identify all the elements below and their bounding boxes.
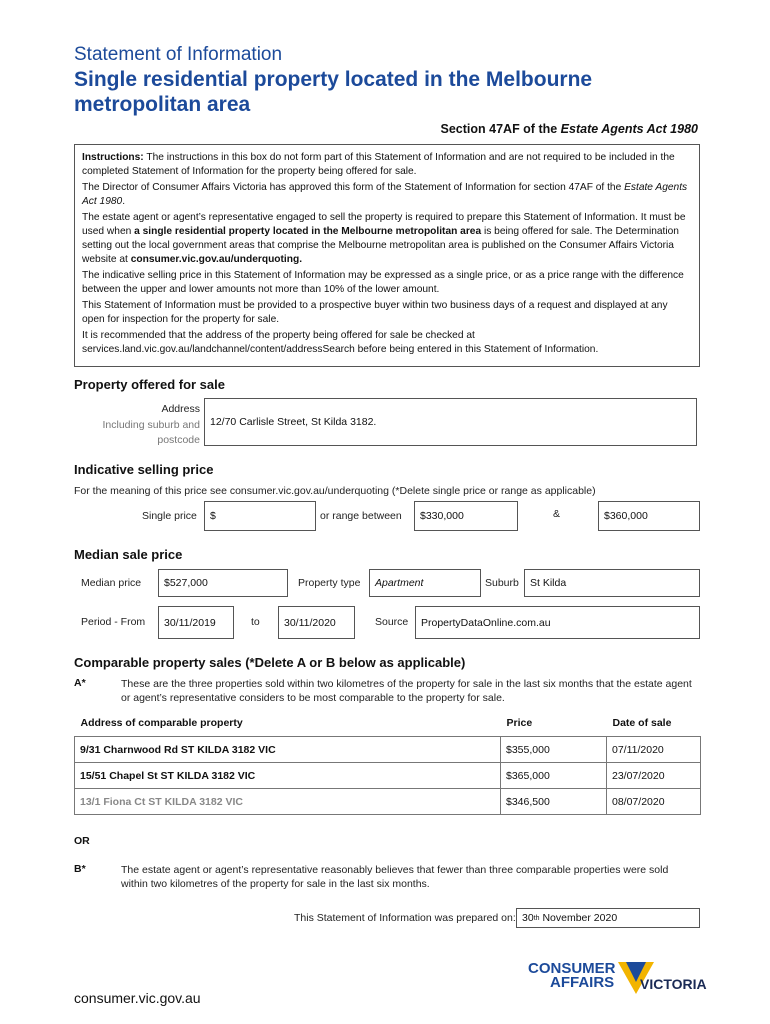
table-row xyxy=(75,737,701,763)
row-address[interactable]: 9/31 Charnwood Rd ST KILDA 3182 VIC xyxy=(75,737,501,763)
instructions-p3b: a single residential property located in the Melbourne metropolitan area xyxy=(134,226,482,237)
row-price[interactable]: $365,000 xyxy=(501,763,607,789)
address-label xyxy=(74,402,200,449)
median-price-label: Median price xyxy=(81,577,142,589)
table-row xyxy=(75,763,701,789)
footer-url[interactable]: consumer.vic.gov.au xyxy=(74,990,201,1006)
logo-word-victoria: VICTORIA xyxy=(640,976,707,992)
suburb-field[interactable]: St Kilda xyxy=(524,569,700,597)
range-ampersand: & xyxy=(553,508,561,520)
instructions-p3d: consumer.vic.gov.au/underquoting. xyxy=(130,254,303,265)
address-field[interactable]: 12/70 Carlisle Street, St Kilda 3182. xyxy=(204,398,697,446)
comparable-section-title: Comparable property sales (*Delete A or B below as applicable) xyxy=(74,655,466,670)
table-row xyxy=(75,789,701,815)
instructions-p2b: Estate Agents Act 1980 xyxy=(82,182,688,207)
col-address-header: Address of comparable property xyxy=(80,717,243,729)
range-label: or range between xyxy=(320,510,402,522)
logo-line-consumer: CONSUMER xyxy=(528,960,616,977)
source-label: Source xyxy=(375,616,409,628)
median-price-field[interactable]: $527,000 xyxy=(158,569,288,597)
period-from-field[interactable]: 30/11/2019 xyxy=(158,606,234,639)
property-type-field[interactable]: Apartment xyxy=(369,569,481,597)
section-act-name: Estate Agents Act 1980 xyxy=(560,122,698,136)
option-b-text: The estate agent or agent’s representative reasonably believes that fewer than three comparable properties were sold within two kilometres of the property for sale in the last six months. xyxy=(121,864,669,890)
period-to-label: to xyxy=(251,616,260,628)
form-subtitle: Statement of Information xyxy=(74,44,283,65)
section-reference xyxy=(441,122,698,136)
col-date-header: Date of sale xyxy=(612,717,672,729)
form-title: Single residential property located in the Melbourne metropolitan area xyxy=(74,68,593,116)
instructions-p4: The indicative selling price in this Statement of Information may be expressed as a single price, or as a price range with the difference between the upper and lower amounts not more than 10% of the lower amount. xyxy=(82,270,684,295)
option-a-label: A* xyxy=(74,677,86,689)
property-type-label: Property type xyxy=(298,577,361,589)
period-to-field[interactable]: 30/11/2020 xyxy=(278,606,355,639)
instructions-lead: Instructions: xyxy=(82,152,144,163)
row-price[interactable]: $355,000 xyxy=(501,737,607,763)
instructions-p1: The instructions in this box do not form part of this Statement of Information and are not required to be included in the completed Statement of Information for the property being offered for sale. xyxy=(82,152,675,177)
col-price-header: Price xyxy=(506,717,533,729)
comparable-table xyxy=(74,714,701,815)
prepared-day: 30 xyxy=(522,912,534,924)
comparable-table-header xyxy=(75,714,701,737)
instructions-p3c: is being offered for sale. The Determination setting out the local government areas that comprise the Melbourne metropolitan area is published on the Consumer Affairs Victoria website at xyxy=(82,226,679,265)
instructions-p3a: The estate agent or agent’s representative engaged to sell the property is required to prepare this Statement of Information. It must be used when xyxy=(82,212,686,237)
row-address[interactable]: 15/51 Chapel St ST KILDA 3182 VIC xyxy=(75,763,501,789)
instructions-box xyxy=(74,144,700,367)
or-label: OR xyxy=(74,835,90,847)
prepared-month-year: November 2020 xyxy=(539,912,618,924)
section-prefix: Section 47AF of the xyxy=(440,122,561,136)
single-price-field[interactable]: $ xyxy=(204,501,316,531)
single-price-label: Single price xyxy=(142,510,197,522)
instructions-p2c: . xyxy=(122,196,126,207)
address-label-line1: Address xyxy=(161,403,200,415)
consumer-affairs-victoria-logo xyxy=(528,960,707,1005)
instructions-p6: It is recommended that the address of the property being offered for sale be checked at services.land.vic.gov.au/landchannel/content/addressSearch before being entered in this Statement of Information. xyxy=(82,330,599,355)
logo-line-affairs: AFFAIRS xyxy=(550,974,615,991)
address-label-line3: postcode xyxy=(157,434,200,446)
median-section-title: Median sale price xyxy=(74,547,183,562)
indicative-section-title: Indicative selling price xyxy=(74,462,214,477)
row-price[interactable]: $346,500 xyxy=(501,789,607,815)
period-from-label: Period - From xyxy=(81,616,146,628)
range-high-field[interactable]: $360,000 xyxy=(598,501,700,531)
range-low-field[interactable]: $330,000 xyxy=(414,501,518,531)
property-section-title: Property offered for sale xyxy=(74,377,225,392)
prepared-on-field[interactable] xyxy=(516,908,700,928)
prepared-day-suffix: th xyxy=(533,914,540,922)
option-b-label: B* xyxy=(74,863,86,875)
indicative-note: For the meaning of this price see consumer.vic.gov.au/underquoting (*Delete single price or range as applicable) xyxy=(74,485,596,497)
row-date[interactable]: 08/07/2020 xyxy=(607,789,701,815)
source-field[interactable]: PropertyDataOnline.com.au xyxy=(415,606,700,639)
row-date[interactable]: 07/11/2020 xyxy=(607,737,701,763)
instructions-p2a: The Director of Consumer Affairs Victoria has approved this form of the Statement of Information for section 47AF of the xyxy=(82,182,625,193)
instructions-p5: This Statement of Information must be provided to a prospective buyer within two business days of a request and displayed at any open for inspection for the property for sale. xyxy=(82,300,668,325)
row-address[interactable]: 13/1 Fiona Ct ST KILDA 3182 VIC xyxy=(75,789,501,815)
row-date[interactable]: 23/07/2020 xyxy=(607,763,701,789)
prepared-on-label: This Statement of Information was prepared on: xyxy=(294,912,516,924)
option-a-text: These are the three properties sold within two kilometres of the property for sale in the last six months that the estate agent or agent’s representative considers to be most comparable to the property for sale. xyxy=(121,678,692,704)
address-label-line2: Including suburb and xyxy=(102,418,200,431)
suburb-label: Suburb xyxy=(485,577,519,589)
